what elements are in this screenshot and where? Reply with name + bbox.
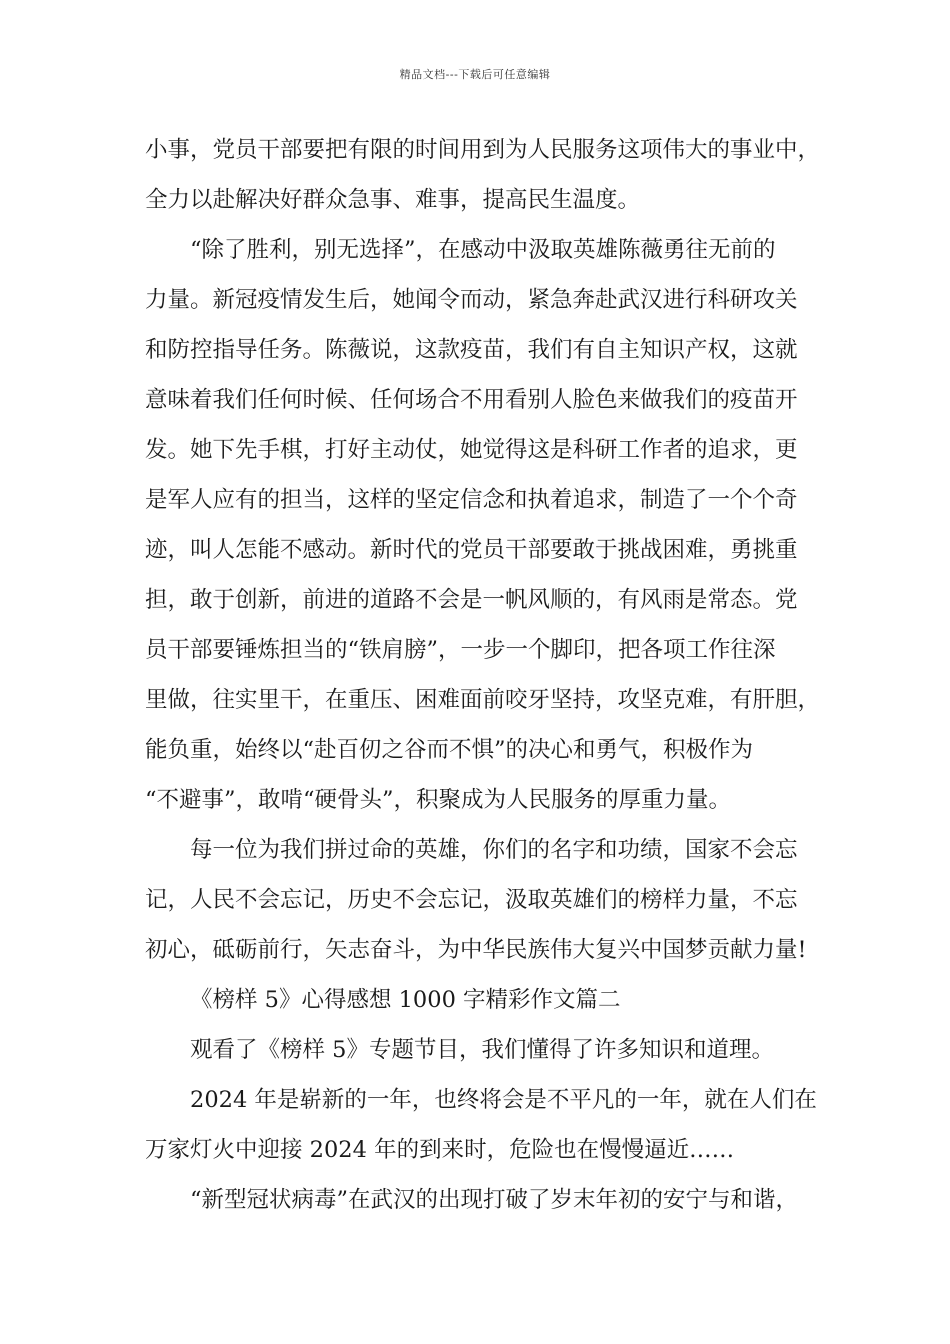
page-header: 精品文档---下载后可任意编辑 <box>399 68 551 81</box>
text-line: 2024 年是崭新的一年，也终将会是不平凡的一年，就在人们在 <box>190 1087 817 1113</box>
text-line: 力量。新冠疫情发生后，她闻令而动，紧急奔赴武汉进行科研攻关 <box>145 287 798 313</box>
text-line: “除了胜利，别无选择”，在感动中汲取英雄陈薇勇往无前的 <box>190 237 776 263</box>
text-line: “不避事”，敢啃“硬骨头”，积聚成为人民服务的厚重力量。 <box>145 787 732 813</box>
text-line: 全力以赴解决好群众急事、难事，提高民生温度。 <box>145 187 641 213</box>
text-line: 意味着我们任何时候、任何场合不用看别人脸色来做我们的疫苗开 <box>145 387 798 413</box>
text-line: 万家灯火中迎接 2024 年的到来时，危险也在慢慢逼近…… <box>145 1137 735 1163</box>
text-line: 员干部要锤炼担当的“铁肩膀”，一步一个脚印，把各项工作往深 <box>145 637 776 663</box>
text-line: 和防控指导任务。陈薇说，这款疫苗，我们有自主知识产权，这就 <box>145 337 798 363</box>
text-line: 迹，叫人怎能不感动。新时代的党员干部要敢于挑战困难，勇挑重 <box>145 537 798 563</box>
text-line: 担，敢于创新，前进的道路不会是一帆风顺的，有风雨是常态。党 <box>145 587 798 613</box>
text-line: 是军人应有的担当，这样的坚定信念和执着追求，制造了一个个奇 <box>145 487 798 513</box>
text-line: 每一位为我们拼过命的英雄，你们的名字和功绩，国家不会忘 <box>190 837 798 863</box>
text-line: 里做，往实里干，在重压、困难面前咬牙坚持，攻坚克难，有肝胆， <box>145 687 821 713</box>
text-line: 记，人民不会忘记，历史不会忘记，汲取英雄们的榜样力量，不忘 <box>145 887 798 913</box>
section-heading: 《榜样 5》心得感想 1000 字精彩作文篇二 <box>190 987 621 1013</box>
text-line: “新型冠状病毒”在武汉的出现打破了岁末年初的安宁与和谐， <box>190 1187 799 1213</box>
text-line: 初心，砥砺前行，矢志奋斗，为中华民族伟大复兴中国梦贡献力量! <box>145 937 807 963</box>
text-line: 观看了《榜样 5》专题节目，我们懂得了许多知识和道理。 <box>190 1037 774 1063</box>
text-line: 能负重，始终以“赴百仞之谷而不惧”的决心和勇气，积极作为 <box>145 737 754 763</box>
text-line: 发。她下先手棋，打好主动仗，她觉得这是科研工作者的追求，更 <box>145 437 798 463</box>
text-line: 小事，党员干部要把有限的时间用到为人民服务这项伟大的事业中， <box>145 137 821 163</box>
